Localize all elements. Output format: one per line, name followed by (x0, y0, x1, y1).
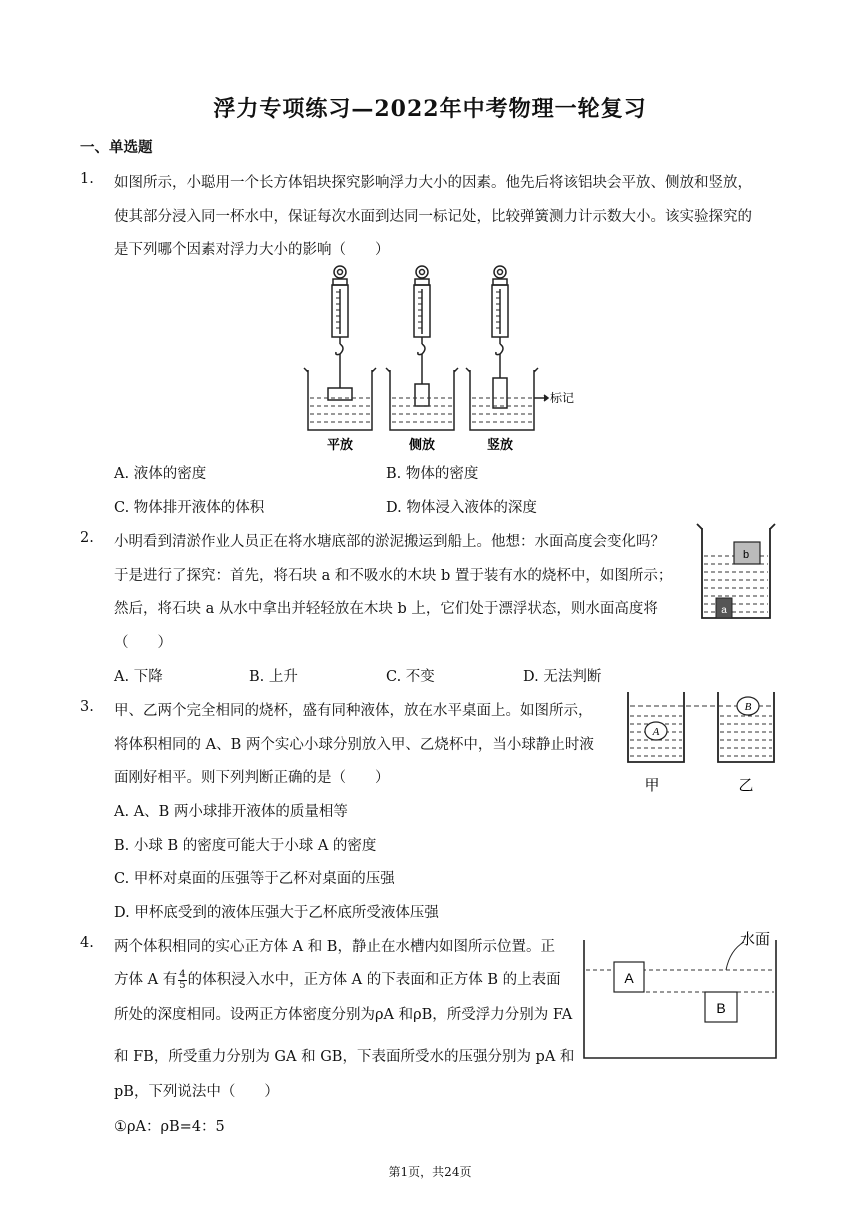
question-text-segment: 方体 A 有 (114, 972, 178, 988)
question-text-line: 然后，将石块 a 从水中拿出并轻轻放在木块 b 上，它们处于漂浮状态，则水面高度将 (114, 601, 658, 617)
figure-label: B (716, 1000, 726, 1016)
scale-3 (466, 266, 548, 430)
beaker-figure (694, 522, 780, 622)
two-beakers-figure (620, 688, 786, 800)
figure-label: 乙 (738, 777, 754, 794)
question-text-line: 使其部分浸入同一杯水中，保证每次水面到达同一标记处，比较弹簧测力计示数大小。该实验探究的 (114, 209, 752, 225)
option-c[interactable]: C. 物体排开液体的体积 (114, 500, 265, 516)
question-text-line: 如图所示，小聪用一个长方体铝块探究影响浮力大小的因素。他先后将该铝块会平放、侧放和竖放， (114, 175, 752, 191)
question-number: 4. (80, 935, 94, 951)
figure-label: b (742, 549, 750, 561)
scale-2 (386, 266, 458, 430)
option-a[interactable]: A. 液体的密度 (114, 466, 207, 482)
page-title: 浮力专项练习—2022年中考物理一轮复习 (213, 96, 647, 122)
question-text-segment: 的体积浸入水中，正方体 A 的下表面和正方体 B 的上表面 (187, 972, 561, 988)
fraction (178, 970, 186, 991)
figure-label: 平放 (326, 437, 354, 452)
option-d[interactable]: D. 甲杯底受到的液体压强大于乙杯底所受液体压强 (114, 905, 439, 921)
question-number: 2. (80, 530, 94, 546)
question-text-line: 和 FB，所受重力分别为 GA 和 GB，下表面所受水的压强分别为 pA 和 (114, 1049, 575, 1065)
water-tank-figure (580, 926, 780, 1066)
figure-label: 甲 (644, 777, 660, 794)
option-b[interactable]: B. 小球 B 的密度可能大于小球 A 的密度 (114, 838, 377, 854)
figure-mark-label: 标记 (550, 391, 575, 405)
spring-scale-figure (300, 262, 575, 458)
option-b[interactable]: B. 上升 (249, 669, 298, 685)
question-text-line: 小明看到清淤作业人员正在将水塘底部的淤泥搬运到船上。他想：水面高度会变化吗？ (114, 534, 665, 550)
question-text-line: 两个体积相同的实心正方体 A 和 B，静止在水槽内如图所示位置。正 (114, 939, 555, 955)
figure-label: A (624, 970, 634, 986)
section-heading: 一、单选题 (80, 139, 153, 156)
option-a[interactable]: A. A、B 两小球排开液体的质量相等 (114, 804, 348, 820)
option-d[interactable]: D. 物体浸入液体的深度 (386, 500, 537, 516)
question-text-line: 甲、乙两个完全相同的烧杯，盛有同种液体，放在水平桌面上。如图所示， (114, 703, 593, 719)
figure-label: 水面 (740, 931, 771, 948)
scale-1 (304, 266, 376, 430)
question-text-line: 是下列哪个因素对浮力大小的影响（ ） (114, 242, 390, 258)
fraction-denominator: 5 (179, 979, 186, 991)
option-b[interactable]: B. 物体的密度 (386, 466, 479, 482)
question-text-line: pB，下列说法中（ ） (114, 1084, 279, 1100)
figure-label: B (744, 701, 752, 713)
question-number: 1. (80, 171, 94, 187)
figure-label: 侧放 (408, 437, 436, 452)
option-c[interactable]: C. 甲杯对桌面的压强等于乙杯对桌面的压强 (114, 871, 395, 887)
figure-label: a (721, 605, 727, 616)
question-text-line: 所处的深度相同。设两正方体密度分别为ρA 和ρB，所受浮力分别为 FA (114, 1007, 573, 1023)
fraction-numerator: 4 (179, 968, 186, 980)
question-number: 3. (80, 699, 94, 715)
question-text-line: 面刚好相平。则下列判断正确的是（ ） (114, 770, 390, 786)
question-text-line (114, 968, 561, 991)
option-a[interactable]: A. 下降 (114, 669, 163, 685)
question-text-line: 于是进行了探究：首先，将石块 a 和不吸水的木块 b 置于装有水的烧杯中，如图所示； (114, 568, 673, 584)
page-footer: 第1页，共24页 (388, 1165, 472, 1179)
question-text-line: （ ） (114, 635, 172, 651)
figure-label: 竖放 (486, 437, 514, 452)
option-d[interactable]: D. 无法判断 (523, 669, 602, 685)
figure-label: A (652, 726, 660, 738)
question-text-line: ①ρA：ρB=4：5 (114, 1119, 225, 1135)
question-text-line: 将体积相同的 A、B 两个实心小球分别放入甲、乙烧杯中，当小球静止时液 (114, 737, 594, 753)
option-c[interactable]: C. 不变 (386, 669, 435, 685)
